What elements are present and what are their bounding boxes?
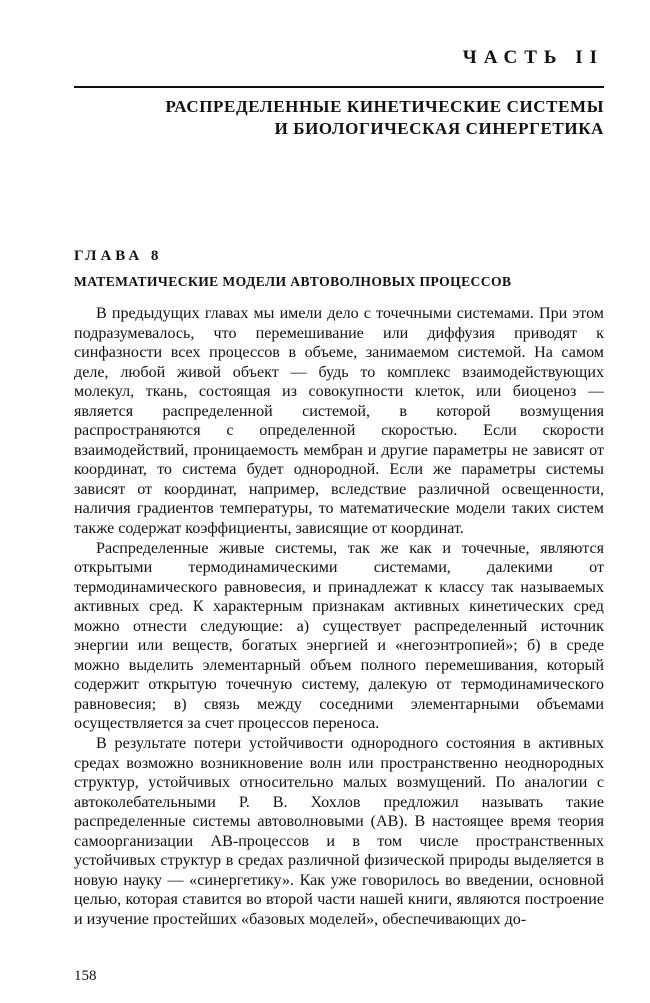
part-title-line-2: И БИОЛОГИЧЕСКАЯ СИНЕРГЕТИКА	[274, 119, 604, 138]
paragraph-2: Распределенные живые системы, так же как и точечные, являются открытыми термодинамическими системами, далекими от термодинамического равновесия, и принадлежат к классу так называемых активных сред. К характерным признакам активных кинетических сред можно отнести следующие: а) существует распределенный источник энергии или веществ, богатых энергией и «негоэнтропией»; б) в среде можно выделить элементарный объем полного перемешивания, который содержит открытую точечную систему, далекую от термодинамического равновесия; в) связь между соседними элементарными объемами осуществляется за счет процессов переноса.	[74, 539, 604, 733]
body-text	[74, 304, 604, 930]
chapter-label: ГЛАВА 8	[74, 248, 163, 264]
page-number: 158	[74, 968, 97, 984]
part-title	[165, 96, 604, 140]
paragraph-1: В предыдущих главах мы имели дело с точечными системами. При этом подразумевалось, что перемешивание или диффузия приводят к синфазности всех процессов в объеме, занимаемом системой. На самом деле, любой живой объект — будь то комплекс взаимодействующих молекул, ткань, состоящая из совокупности клеток, или биоценоз — является распределенной системой, в которой возмущения распространяются с определенной скоростью. Если скорости взаимодействий, проницаемость мембран и другие параметры не зависят от координат, то система будет однородной. Если же параметры системы зависят от координат, например, вследствие различной освещенности, наличия градиентов температуры, то математические модели таких систем также содержат коэффициенты, зависящие от координат.	[74, 305, 604, 538]
chapter-title: МАТЕМАТИЧЕСКИЕ МОДЕЛИ АВТОВОЛНОВЫХ ПРОЦЕССОВ	[74, 274, 512, 289]
paragraph-3: В результате потери устойчивости однородного состояния в активных средах возможно возникновение волн или пространственно неоднородных структур, устойчивых относительно малых возмущений. По аналогии с автоколебательными Р. В. Хохлов предложил называть такие распределенные системы автоволновыми (АВ). В настоящее время теория самоорганизации АВ-процессов и в том числе пространственных устойчивых структур в средах различной физической природы выделяется в новую науку — «синергетику». Как уже говорилось во введении, основной целью, которая ставится во второй части нашей книги, являются построение и изучение простейших «базовых моделей», обеспечивающих до-	[74, 735, 604, 928]
part-label: ЧАСТЬ II	[462, 47, 604, 68]
header-divider	[74, 86, 604, 88]
part-title-line-1: РАСПРЕДЕЛЕННЫЕ КИНЕТИЧЕСКИЕ СИСТЕМЫ	[165, 97, 604, 116]
